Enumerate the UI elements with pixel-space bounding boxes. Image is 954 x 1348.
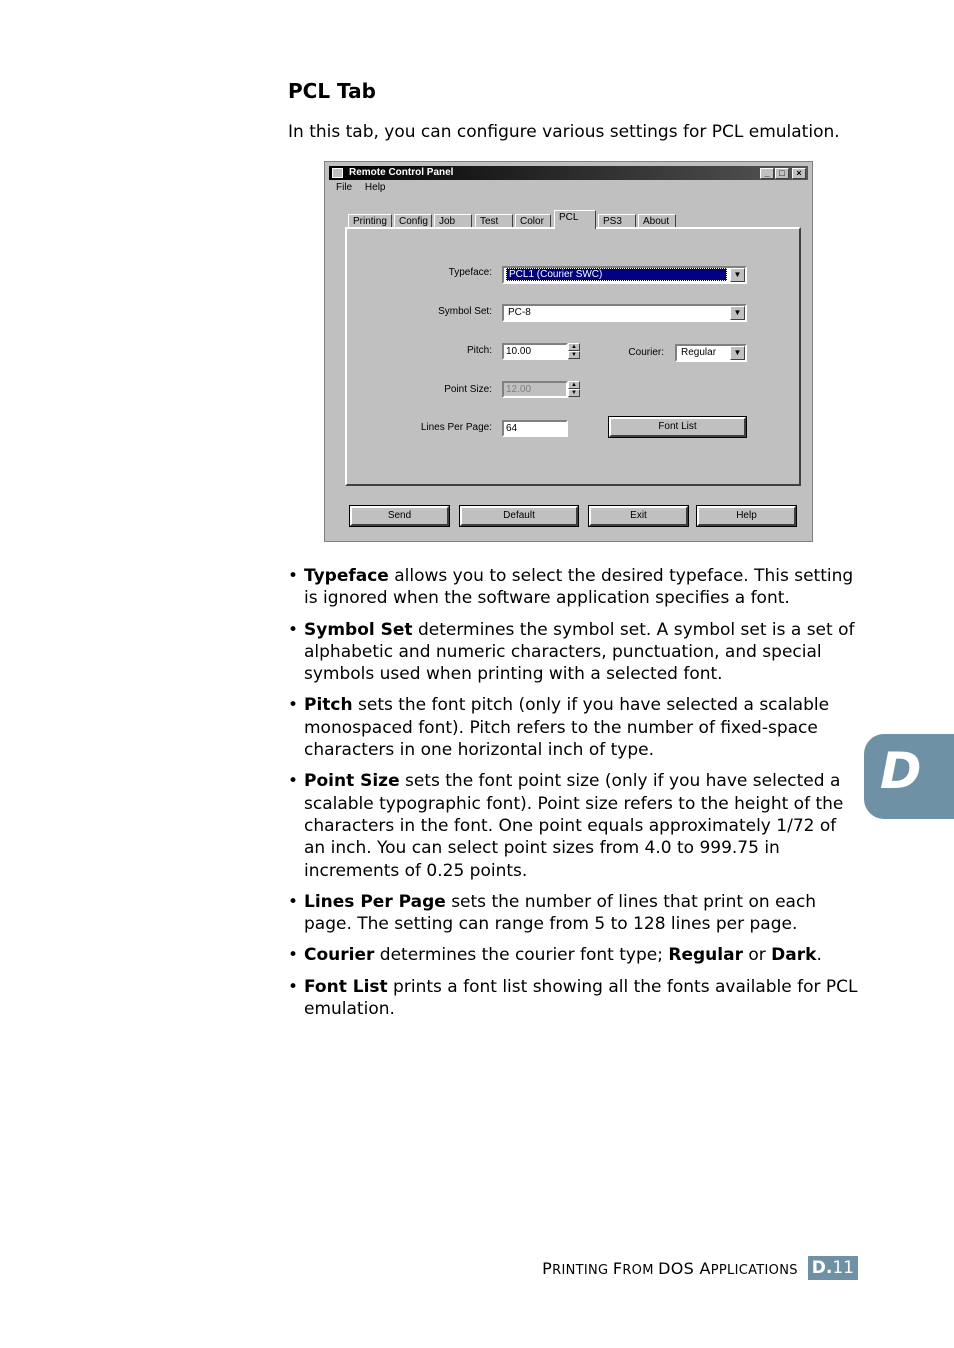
lines-per-page-label: Lines Per Page: bbox=[420, 422, 492, 433]
symbol-set-select[interactable] bbox=[502, 304, 747, 322]
bullet-term: Regular bbox=[668, 945, 743, 966]
bullet-text: sets the font pitch (only if you have selected a scalable monospaced font). Pitch refers to the number of fixed-space characters in one horizontal inch of type. bbox=[304, 695, 830, 761]
bullet-text: . bbox=[816, 945, 822, 966]
maximize-button[interactable]: □ bbox=[775, 168, 789, 179]
typeface-select[interactable] bbox=[502, 266, 747, 284]
minimize-button[interactable]: _ bbox=[760, 168, 774, 179]
pitch-input[interactable]: 10.00 bbox=[502, 343, 568, 360]
menu-help[interactable]: Help bbox=[364, 182, 386, 193]
chevron-down-icon[interactable]: ▼ bbox=[730, 306, 745, 320]
bullet-term: Symbol Set bbox=[304, 619, 413, 640]
spin-down-icon[interactable]: ▼ bbox=[568, 351, 580, 359]
bullet-term: Typeface bbox=[304, 566, 389, 586]
tab-config[interactable]: Config bbox=[394, 214, 432, 228]
tab-test[interactable]: Test bbox=[475, 214, 513, 228]
remote-control-panel-window bbox=[328, 165, 809, 538]
bullet-term: Lines Per Page bbox=[304, 891, 446, 912]
close-button[interactable]: × bbox=[792, 168, 806, 179]
spin-up-icon: ▲ bbox=[568, 381, 580, 389]
tab-about[interactable]: About bbox=[638, 214, 676, 228]
list-item: • Courier determines the courier font type; Regular or Dark. bbox=[288, 945, 822, 966]
typeface-label: Typeface: bbox=[448, 267, 492, 278]
typeface-value: PCL1 (Courier SWC) bbox=[506, 268, 727, 281]
pcl-panel bbox=[345, 227, 801, 486]
bullet-term: Courier bbox=[304, 945, 375, 966]
courier-value: Regular bbox=[681, 347, 717, 358]
printer-icon bbox=[332, 168, 343, 178]
bullet-text: or bbox=[742, 945, 772, 966]
list-item: • Typeface allows you to select the desired typeface. This setting is ignored when the software application specifies a font. bbox=[288, 566, 854, 609]
spin-up-icon[interactable]: ▲ bbox=[568, 343, 580, 351]
courier-label: Courier: bbox=[628, 347, 664, 358]
bullet-term: Point Size bbox=[304, 771, 400, 792]
tab-color[interactable]: Color bbox=[515, 214, 551, 228]
tab-printing[interactable]: Printing bbox=[348, 214, 392, 228]
intro-paragraph: In this tab, you can configure various settings for PCL emulation. bbox=[288, 122, 840, 142]
bullet-text: sets the number of lines that print on each page. The setting can range from 5 to 128 lines per page. bbox=[304, 891, 817, 935]
symbol-set-value: PC-8 bbox=[508, 307, 531, 318]
list-item: • Lines Per Page sets the number of lines that print on each page. The setting can range from 5 to 128 lines per page. bbox=[288, 891, 817, 935]
list-item: • Font List prints a font list showing all the fonts available for PCL emulation. bbox=[288, 976, 858, 1020]
lines-per-page-input[interactable]: 64 bbox=[502, 420, 568, 437]
bullet-text: allows you to select the desired typeface. This setting is ignored when the software application specifies a font. bbox=[304, 566, 854, 609]
chevron-down-icon[interactable]: ▼ bbox=[730, 346, 745, 360]
pitch-stepper[interactable] bbox=[568, 343, 580, 360]
bullet-text: determines the symbol set. A symbol set is a set of alphabetic and numeric characters, punctuation, and special symbols used when printing with a selected font. bbox=[304, 619, 855, 685]
tab-job[interactable]: Job bbox=[434, 214, 472, 228]
spin-down-icon: ▼ bbox=[568, 389, 580, 397]
page-number: D. 11 bbox=[808, 1256, 858, 1280]
page-footer bbox=[542, 1256, 858, 1280]
symbol-set-label: Symbol Set: bbox=[438, 306, 492, 317]
description-list bbox=[288, 565, 858, 1029]
send-button[interactable]: Send bbox=[350, 506, 449, 526]
point-size-input: 12.00 bbox=[502, 381, 568, 398]
bullet-term: Pitch bbox=[304, 695, 353, 716]
point-size-stepper bbox=[568, 381, 580, 398]
menu-file[interactable]: File bbox=[336, 182, 353, 193]
bullet-text: sets the font point size (only if you have selected a scalable typographic font). Point size refers to the height of the characters in the font. One point equals approximately 1/72 of an inch. You can select point sizes from 4.0 to 999.75 in increments of 0.25 points. bbox=[304, 771, 844, 881]
tab-ps3[interactable]: PS3 bbox=[598, 214, 636, 228]
tab-pcl[interactable]: PCL bbox=[554, 210, 596, 229]
title-bar bbox=[329, 166, 808, 180]
chevron-down-icon[interactable]: ▼ bbox=[730, 268, 745, 282]
exit-button[interactable]: Exit bbox=[589, 506, 688, 526]
bullet-text: determines the courier font type; bbox=[374, 945, 669, 966]
screenshot-frame bbox=[324, 161, 813, 542]
list-item: • Pitch sets the font pitch (only if you have selected a scalable monospaced font). Pitch refers to the number of fixed-space characters in one horizontal inch of type. bbox=[288, 695, 830, 761]
menu-bar bbox=[336, 182, 395, 193]
chapter-letter: D bbox=[880, 742, 922, 800]
bullet-text: prints a font list showing all the fonts available for PCL emulation. bbox=[304, 976, 858, 1020]
help-button[interactable]: Help bbox=[697, 506, 796, 526]
window-title: Remote Control Panel bbox=[349, 167, 454, 178]
font-list-button[interactable]: Font List bbox=[609, 417, 746, 437]
courier-select[interactable] bbox=[675, 344, 747, 362]
default-button[interactable]: Default bbox=[460, 506, 578, 526]
page-heading: PCL Tab bbox=[288, 79, 376, 103]
pitch-label: Pitch: bbox=[466, 345, 492, 356]
bullet-term: Dark bbox=[771, 945, 817, 966]
point-size-label: Point Size: bbox=[444, 384, 492, 395]
bullet-term: Font List bbox=[304, 976, 388, 997]
list-item: • Symbol Set determines the symbol set. A symbol set is a set of alphabetic and numeric characters, punctuation, and special symbols used when printing with a selected font. bbox=[288, 619, 855, 685]
chapter-side-tab bbox=[864, 734, 954, 819]
list-item: • Point Size sets the font point size (only if you have selected a scalable typographic font). Point size refers to the height of the characters in the font. One point equals approximately 1/72 of an inch. You can select point sizes from 4.0 to 999.75 in increments of 0.25 points. bbox=[288, 771, 844, 881]
footer-title: PRINTING FROM DOS APPLICATIONS bbox=[542, 1258, 798, 1278]
